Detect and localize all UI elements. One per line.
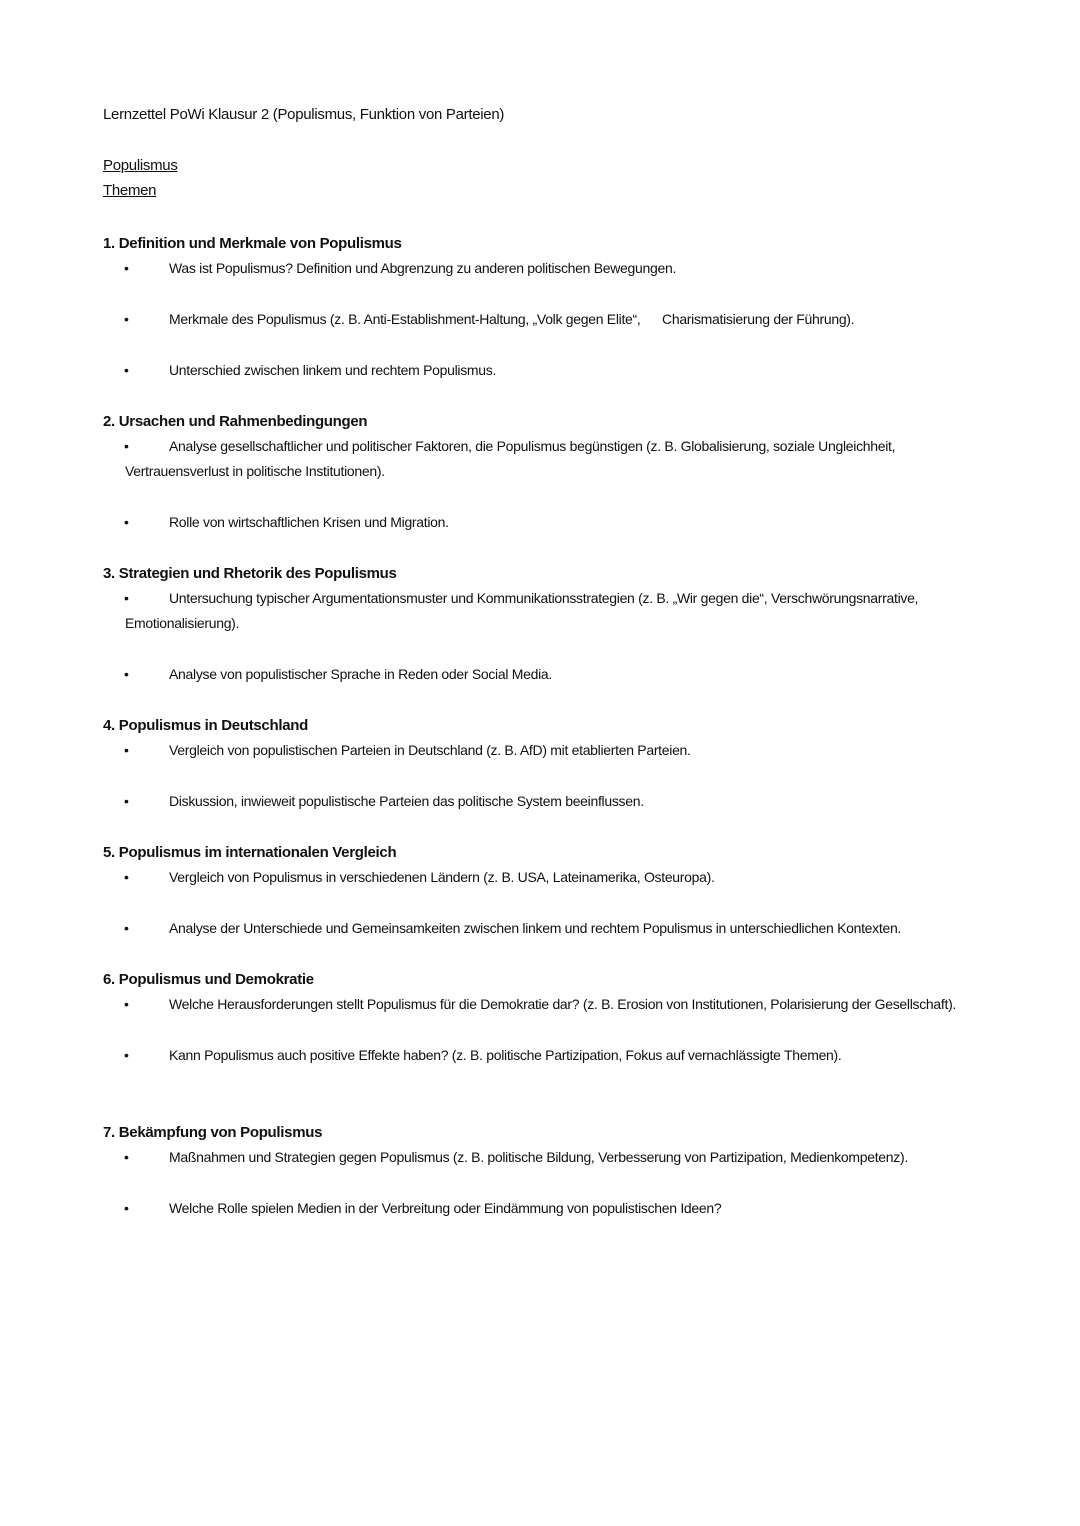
section-2	[103, 409, 980, 561]
section-heading: 5. Populismus im internationalen Vergleich	[103, 844, 397, 861]
list-item: • Analyse von populistischer Sprache in Reden oder Social Media.	[103, 662, 980, 687]
document-title: Lernzettel PoWi Klausur 2 (Populismus, Funktion von Parteien)	[103, 106, 505, 123]
list-item: • Vergleich von Populismus in verschiedenen Ländern (z. B. USA, Lateinamerika, Osteuropa).	[103, 865, 980, 890]
section-6	[103, 967, 980, 1094]
section-heading: 2. Ursachen und Rahmenbedingungen	[103, 413, 368, 430]
bullet-icon: •	[124, 438, 129, 454]
bullet-icon: •	[124, 920, 129, 936]
bullet-icon: •	[124, 793, 129, 809]
bullet-icon: •	[124, 514, 129, 530]
bullet-icon: •	[124, 1149, 129, 1165]
list-item: • Analyse gesellschaftlicher und politischer Faktoren, die Populismus begünstigen (z. B. Globalisierung, soziale Ungleichheit, Vertrauensverlust in politische Institutionen).	[103, 434, 980, 484]
list-item: • Diskussion, inwieweit populistische Parteien das politische System beeinflussen.	[103, 789, 980, 814]
section-heading: 6. Populismus und Demokratie	[103, 971, 314, 988]
bullet-icon: •	[124, 590, 129, 606]
list-item: • Vergleich von populistischen Parteien in Deutschland (z. B. AfD) mit etablierten Parteien.	[103, 738, 980, 763]
list-item: • Rolle von wirtschaftlichen Krisen und Migration.	[103, 510, 980, 535]
bullet-icon: •	[124, 362, 129, 378]
subheading-populismus: Populismus	[103, 157, 178, 174]
list-item: • Welche Rolle spielen Medien in der Verbreitung oder Eindämmung von populistischen Ideen?	[103, 1196, 980, 1221]
section-heading: 1. Definition und Merkmale von Populismus	[103, 235, 402, 252]
section-3	[103, 561, 980, 713]
list-item: • Maßnahmen und Strategien gegen Populismus (z. B. politische Bildung, Verbesserung von Partizipation, Medienkompetenz).	[103, 1145, 980, 1170]
bullet-icon: •	[124, 869, 129, 885]
bullet-icon: •	[124, 311, 129, 327]
bullet-icon: •	[124, 996, 129, 1012]
list-item: • Unterschied zwischen linkem und rechtem Populismus.	[103, 358, 980, 383]
bullet-icon: •	[124, 666, 129, 682]
bullet-icon: •	[124, 742, 129, 758]
section-heading: 7. Bekämpfung von Populismus	[103, 1124, 323, 1141]
list-item: • Welche Herausforderungen stellt Populismus für die Demokratie dar? (z. B. Erosion von Institutionen, Polarisierung der Gesellschaft).	[103, 992, 980, 1017]
section-5	[103, 840, 980, 967]
list-item: • Merkmale des Populismus (z. B. Anti-Establishment-Haltung, „Volk gegen Elite“, Charismatisierung der Führung).	[103, 307, 980, 332]
section-heading: 4. Populismus in Deutschland	[103, 717, 308, 734]
bullet-icon: •	[124, 1200, 129, 1216]
section-7	[103, 1120, 980, 1247]
bullet-icon: •	[124, 260, 129, 276]
list-item: • Analyse der Unterschiede und Gemeinsamkeiten zwischen linkem und rechtem Populismus in unterschiedlichen Kontexten.	[103, 916, 980, 941]
subheading-themen: Themen	[103, 182, 157, 199]
bullet-icon: •	[124, 1047, 129, 1063]
section-heading: 3. Strategien und Rhetorik des Populismus	[103, 565, 397, 582]
list-item: • Kann Populismus auch positive Effekte haben? (z. B. politische Partizipation, Fokus auf vernachlässigte Themen).	[103, 1043, 980, 1068]
section-1	[103, 231, 980, 409]
list-item: • Untersuchung typischer Argumentationsmuster und Kommunikationsstrategien (z. B. „Wir gegen die“, Verschwörungsnarrative, Emotionalisierung).	[103, 586, 980, 636]
section-4	[103, 713, 980, 840]
list-item: • Was ist Populismus? Definition und Abgrenzung zu anderen politischen Bewegungen.	[103, 256, 980, 281]
